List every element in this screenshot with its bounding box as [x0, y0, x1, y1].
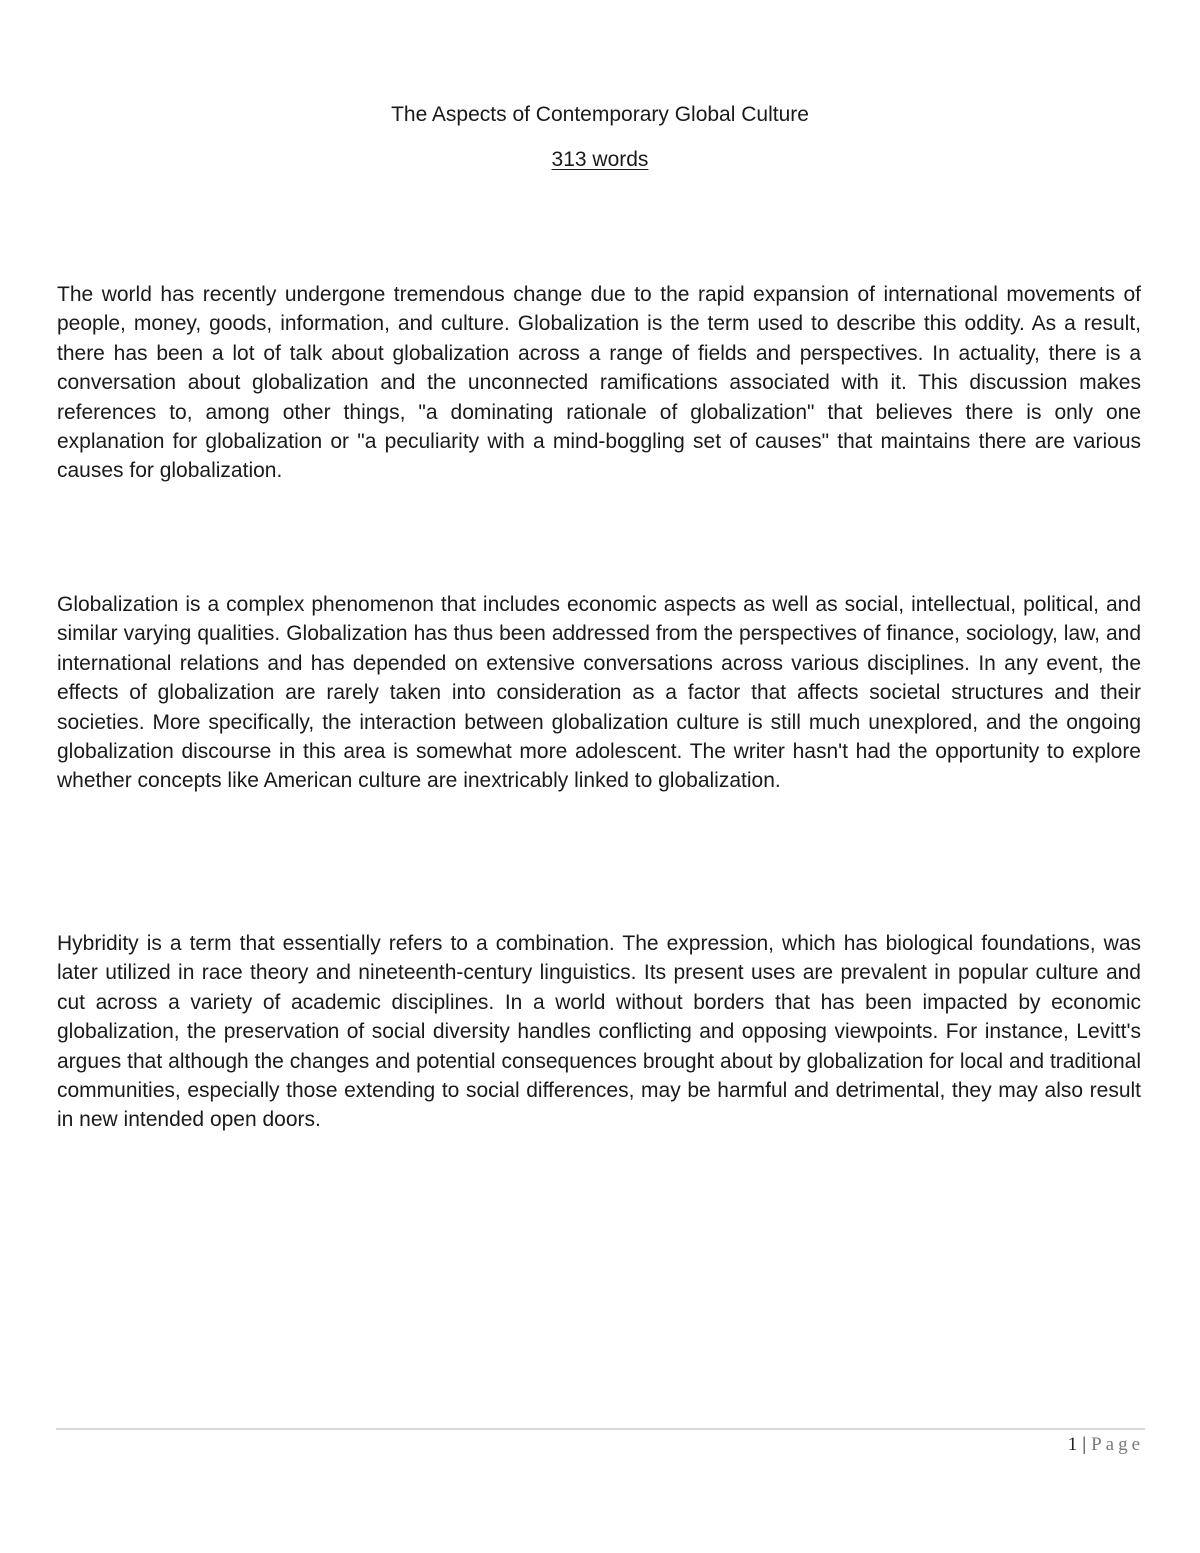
page-number: 1 [1067, 1434, 1078, 1455]
footer-divider [56, 1428, 1145, 1430]
word-count-text: 313 words [551, 148, 649, 171]
page-footer [1068, 1434, 1144, 1456]
body-paragraph-2: Globalization is a complex phenomenon that includes economic aspects as well as social, intellectual, political, and similar varying qualities. Globalization has thus been addressed from the perspectives of finance, sociology, law, and international relations and has depended on extensive conversations across various disciplines. In any event, the effects of globalization are rarely taken into consideration as a factor that affects societal structures and their societies. More specifically, the interaction between globalization culture is still much unexplored, and the ongoing globalization discourse in this area is somewhat more adolescent. The writer hasn't had the opportunity to explore whether concepts like American culture are inextricably linked to globalization. [57, 593, 1141, 793]
page-label: Page [1091, 1434, 1144, 1455]
document-title: The Aspects of Contemporary Global Culture [391, 103, 809, 126]
word-count [0, 147, 1200, 173]
body-paragraph-3: Hybridity is a term that essentially refers to a combination. The expression, which has biological foundations, was later utilized in race theory and nineteenth-century linguistics. Its present uses are prevalent in popular culture and cut across a variety of academic disciplines. In a world without borders that has been impacted by economic globalization, the preservation of social diversity handles conflicting and opposing viewpoints. For instance, Levitt's argues that although the changes and potential consequences brought about by globalization for local and traditional communities, especially those extending to social differences, may be harmful and detrimental, they may also result in new intended open doors. [57, 932, 1141, 1132]
footer-separator: | [1082, 1434, 1087, 1455]
body-paragraph-1: The world has recently undergone tremendous change due to the rapid expansion of international movements of people, money, goods, information, and culture. Globalization is the term used to describe this oddity. As a result, there has been a lot of talk about globalization across a range of fields and perspectives. In actuality, there is a conversation about globalization and the unconnected ramifications associated with it. This discussion makes references to, among other things, "a dominating rationale of globalization" that believes there is only one explanation for globalization or "a peculiarity with a mind-boggling set of causes" that maintains there are various causes for globalization. [57, 283, 1141, 483]
